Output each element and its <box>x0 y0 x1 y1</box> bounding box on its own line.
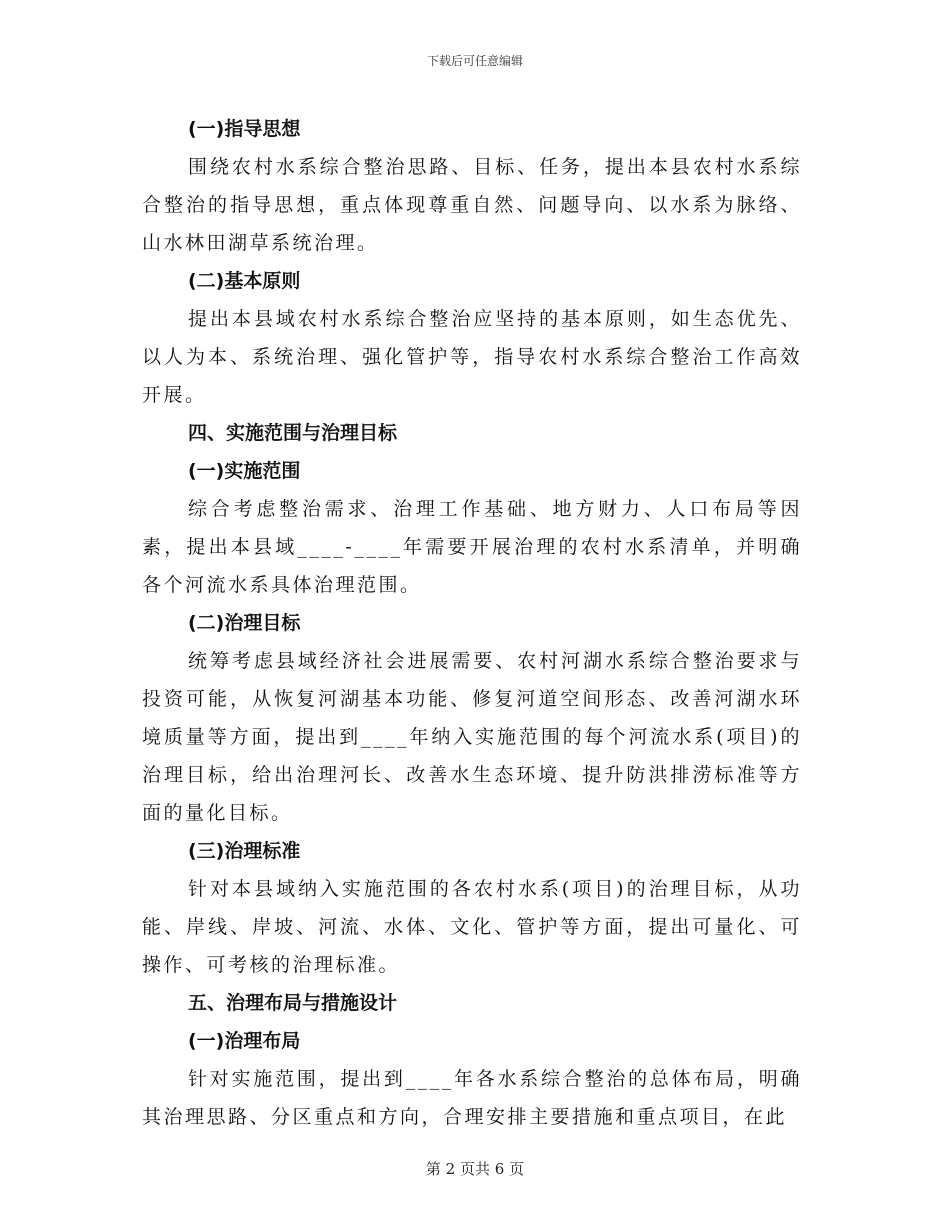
heading-governance-standards: (三)治理标准 <box>188 840 301 862</box>
heading-governance-layout: (一)治理布局 <box>188 1030 301 1052</box>
document-body <box>142 110 802 1136</box>
heading-guiding-ideology: (一)指导思想 <box>188 118 301 140</box>
paragraph-governance-layout: 针对实施范围，提出到____年各水系综合整治的总体布局，明确其治理思路、分区重点和方向，合理安排主要措施和重点项目，在此 <box>142 1068 802 1128</box>
paragraph-governance-targets: 统筹考虑县域经济社会进展需要、农村河湖水系综合整治要求与投资可能，从恢复河湖基本功能、修复河道空间形态、改善河湖水环境质量等方面，提出到____年纳入实施范围的每个河流水系(项目)的治理目标，给出治理河长、改善水生态环境、提升防洪排涝标准等方面的量化目标。 <box>142 650 802 824</box>
paragraph-basic-principles: 提出本县域农村水系综合整治应坚持的基本原则，如生态优先、以人为本、系统治理、强化管护等，指导农村水系综合整治工作高效开展。 <box>142 308 802 406</box>
paragraph-guiding-ideology: 围绕农村水系综合整治思路、目标、任务，提出本县农村水系综合整治的指导思想，重点体现尊重自然、问题导向、以水系为脉络、山水林田湖草系统治理。 <box>142 156 802 254</box>
section-heading-scope-and-targets: 四、实施范围与治理目标 <box>188 422 398 444</box>
paragraph-implementation-scope: 综合考虑整治需求、治理工作基础、地方财力、人口布局等因素，提出本县域____-____年需要开展治理的农村水系清单，并明确各个河流水系具体治理范围。 <box>142 498 802 596</box>
page-header: 下载后可任意编辑 <box>426 54 523 68</box>
page-footer: 第 2 页共 6 页 <box>425 1160 525 1178</box>
paragraph-governance-standards: 针对本县域纳入实施范围的各农村水系(项目)的治理目标，从功能、岸线、岸坡、河流、水体、文化、管护等方面，提出可量化、可操作、可考核的治理标准。 <box>142 878 802 976</box>
heading-governance-targets: (二)治理目标 <box>188 612 301 634</box>
section-heading-layout-and-measures: 五、治理布局与措施设计 <box>188 992 398 1014</box>
heading-basic-principles: (二)基本原则 <box>188 270 301 292</box>
heading-implementation-scope: (一)实施范围 <box>188 460 301 482</box>
